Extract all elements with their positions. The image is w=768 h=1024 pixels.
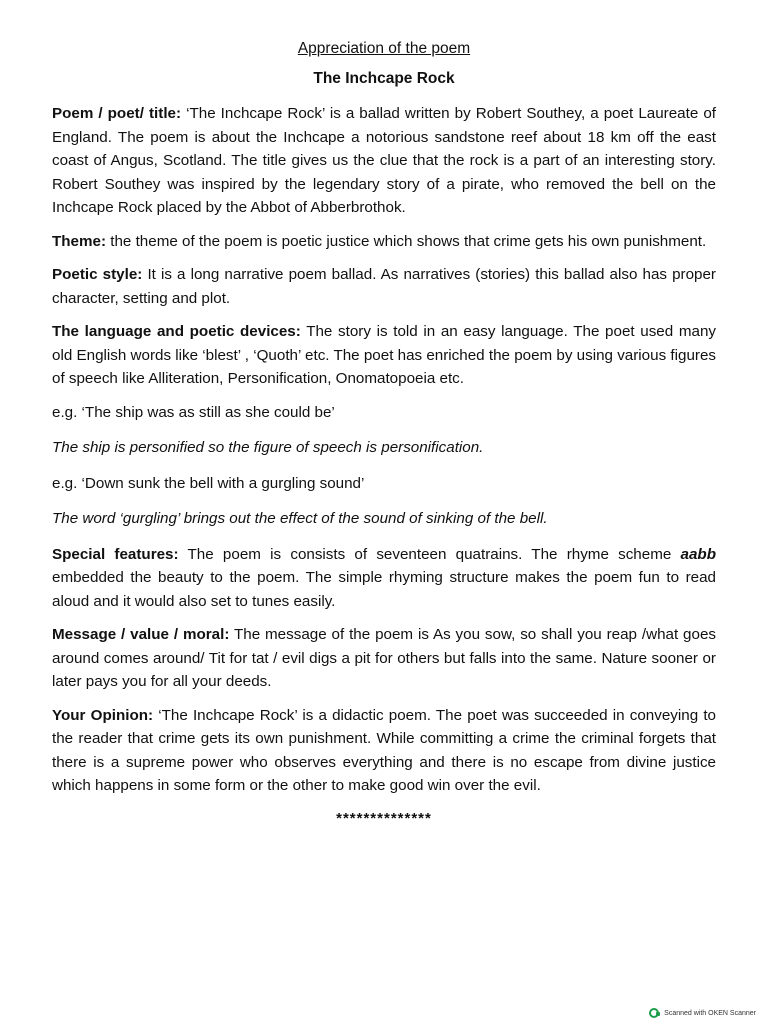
section-style-label: Poetic style: [52,266,143,283]
section-features-text-before: The poem is consists of seventeen quatrains. The rhyme scheme [187,545,681,563]
section-language-label: The language and poetic devices: [52,323,301,340]
section-theme-text: the theme of the poem is poetic justice which shows that crime gets his own punishment. [110,232,707,250]
poem-title: The Inchcape Rock [313,70,455,87]
document-heading: Appreciation of the poem [297,40,471,57]
closing-stars: ************** [336,809,432,827]
section-message-text: The message of the poem is As you sow, so shall you reap /what goes around comes around/ Tit for tat / evil digs a pit for others but falls into the same. Nature sooner or later pays you for all your deeds. [52,626,716,690]
section-language [52,320,716,391]
example-one-note: The ship is personified so the figure of speech is personification. [52,439,484,456]
section-poem-label: Poem / poet/ title: [52,105,182,122]
section-style [52,263,716,310]
example-one: e.g. ‘The ship was as still as she could be’ [52,403,335,421]
section-message [52,623,716,694]
example-two-note: The word ‘gurgling’ brings out the effect of the sound of sinking of the bell. [52,510,548,527]
section-opinion-label: Your Opinion: [52,706,154,724]
document-page [52,40,716,827]
section-theme-label: Theme: [52,232,107,250]
section-poem [52,102,716,220]
section-opinion-text: ‘The Inchcape Rock’ is a didactic poem. The poet was succeeded in conveying to the reader that crime gets its own punishment. While committing a crime the criminal forgets that there is a supreme power who observes everything and there is no escape from divine justice which happens in some form or the other to make good win over the evil. [52,706,716,794]
section-features-label: Special features: [52,545,179,563]
scanner-watermark-text: Scanned with OKEN Scanner [664,1009,756,1017]
section-theme [52,230,716,254]
section-poem-text: ‘The Inchcape Rock’ is a ballad written by Robert Southey, a poet Laureate of England. The poem is about the Inchcape a notorious sandstone reef about 18 km off the east coast of Angus, Scotland. The title gives us the clue that the rock is a part of an interesting story. Robert Southey was inspired by the legendary story of a pirate, who removed the bell on the Inchcape Rock placed by the Abbot of Abberbrothok. [52,105,716,216]
section-features-text-after: embedded the beauty to the poem. The simple rhyming structure makes the poem fun to read aloud and it would also set to tunes easily. [52,569,716,610]
section-opinion [52,704,716,798]
section-message-label: Message / value / moral: [52,626,230,643]
scanner-watermark [649,1008,756,1018]
example-two: e.g. ‘Down sunk the bell with a gurgling sound’ [52,474,365,492]
section-style-text: It is a long narrative poem ballad. As narratives (stories) this ballad also has proper character, setting and plot. [52,266,716,307]
section-features [52,543,716,614]
oken-scanner-logo-icon [649,1008,659,1018]
rhyme-scheme-emphasis: aabb [680,545,716,563]
section-language-text: The story is told in an easy language. The poet used many old English words like ‘blest’ , ‘Quoth’ etc. The poet has enriched the poem by using various figures of speech like Alliteration, Personification, Onomatopoeia etc. [52,323,716,387]
